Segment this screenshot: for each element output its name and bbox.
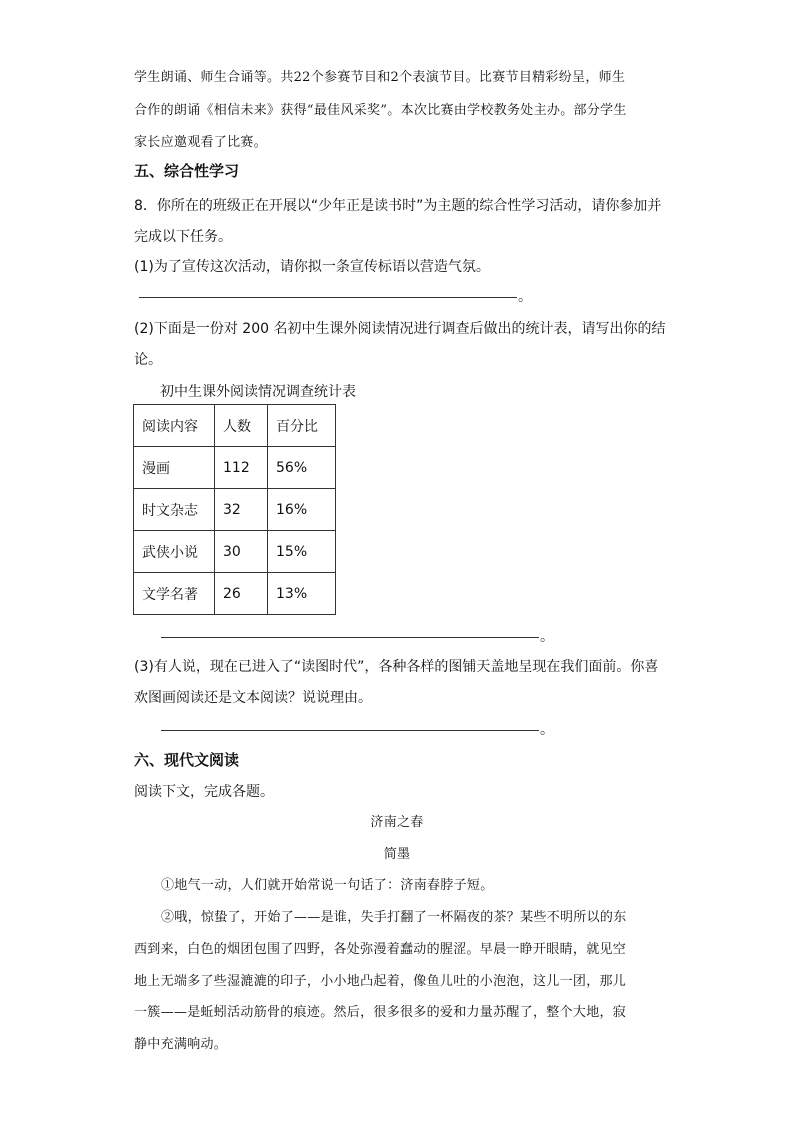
answer-blank-1-period: 。 [518, 289, 532, 305]
table-cell: 112 [215, 447, 268, 489]
table-header-row [134, 405, 336, 447]
table-cell: 漫画 [134, 447, 215, 489]
table-cell: 30 [215, 531, 268, 573]
table-cell: 26 [215, 573, 268, 615]
answer-blank-1[interactable] [139, 297, 517, 298]
answer-blank-2[interactable] [161, 637, 539, 638]
table-row [134, 447, 336, 489]
table-row [134, 531, 336, 573]
reading-instruction: 阅读下文，完成各题。 [134, 784, 274, 800]
article-para-2-line-1: ②哦，惊蛰了，开始了——是谁，失手打翻了一杯隔夜的茶？某些不明所以的东 [161, 910, 627, 925]
table-row [134, 489, 336, 531]
table-cell: 文学名著 [134, 573, 215, 615]
reading-survey-table [133, 404, 336, 615]
article-para-2-line-2: 西到来，白色的烟团包围了四野，各处弥漫着蠢动的腥涩。早晨一睁开眼睛，就见空 [134, 942, 627, 957]
table-cell: 武侠小说 [134, 531, 215, 573]
table-title: 初中生课外阅读情况调查统计表 [160, 384, 356, 400]
article-para-2-line-4: 一簇——是蚯蚓活动筋骨的痕迹。然后，很多很多的爱和力量苏醒了，整个大地，寂 [134, 1005, 627, 1020]
table-header-cell: 人数 [215, 405, 268, 447]
q8-line-1: 8．你所在的班级正在开展以“少年正是读书时”为主题的综合性学习活动，请你参加并 [134, 198, 662, 214]
intro-line-2: 合作的朗诵《相信未来》获得“最佳风采奖”。本次比赛由学校教务处主办。部分学生 [134, 103, 627, 118]
intro-line-1: 学生朗诵、师生合诵等。共22个参赛节目和2个表演节目。比赛节目精彩纷呈，师生 [134, 70, 626, 85]
q8-sub2-line-1: (2)下面是一份对 200 名初中生课外阅读情况进行调查后做出的统计表，请写出你的结 [134, 321, 666, 337]
table-row [134, 573, 336, 615]
table-header-cell: 阅读内容 [134, 405, 215, 447]
section6-title: 六、现代文阅读 [134, 751, 240, 769]
intro-line-3: 家长应邀观看了比赛。 [134, 135, 268, 150]
article-para-2-line-5: 静中充满响动。 [134, 1037, 228, 1052]
table-cell: 56% [268, 447, 336, 489]
answer-blank-3-period: 。 [540, 722, 554, 738]
q8-sub3-line-1: (3)有人说，现在已进入了“读图时代”，各种各样的图铺天盖地呈现在我们面前。你喜 [134, 659, 659, 675]
article-para-2-line-3: 地上无端多了些湿漉漉的印子，小小地凸起着，像鱼儿吐的小泡泡，这儿一团，那儿 [134, 974, 627, 989]
table-header-cell: 百分比 [268, 405, 336, 447]
answer-blank-3[interactable] [161, 730, 539, 731]
q8-sub3-line-2: 欢图画阅读还是文本阅读？说说理由。 [134, 690, 372, 706]
q8-sub2-line-2: 论。 [134, 352, 162, 368]
table-cell: 13% [268, 573, 336, 615]
article-para-1: ①地气一动，人们就开始常说一句话了：济南春脖子短。 [161, 878, 494, 893]
section5-title: 五、综合性学习 [134, 162, 240, 180]
table-cell: 15% [268, 531, 336, 573]
table-cell: 16% [268, 489, 336, 531]
q8-line-2: 完成以下任务。 [134, 229, 232, 245]
answer-blank-2-period: 。 [540, 629, 554, 645]
table-cell: 32 [215, 489, 268, 531]
article-title: 济南之春 [370, 815, 424, 830]
article-author: 简墨 [383, 847, 411, 862]
table-cell: 时文杂志 [134, 489, 215, 531]
q8-sub1: (1)为了宣传这次活动，请你拟一条宣传标语以营造气氛。 [134, 259, 490, 275]
